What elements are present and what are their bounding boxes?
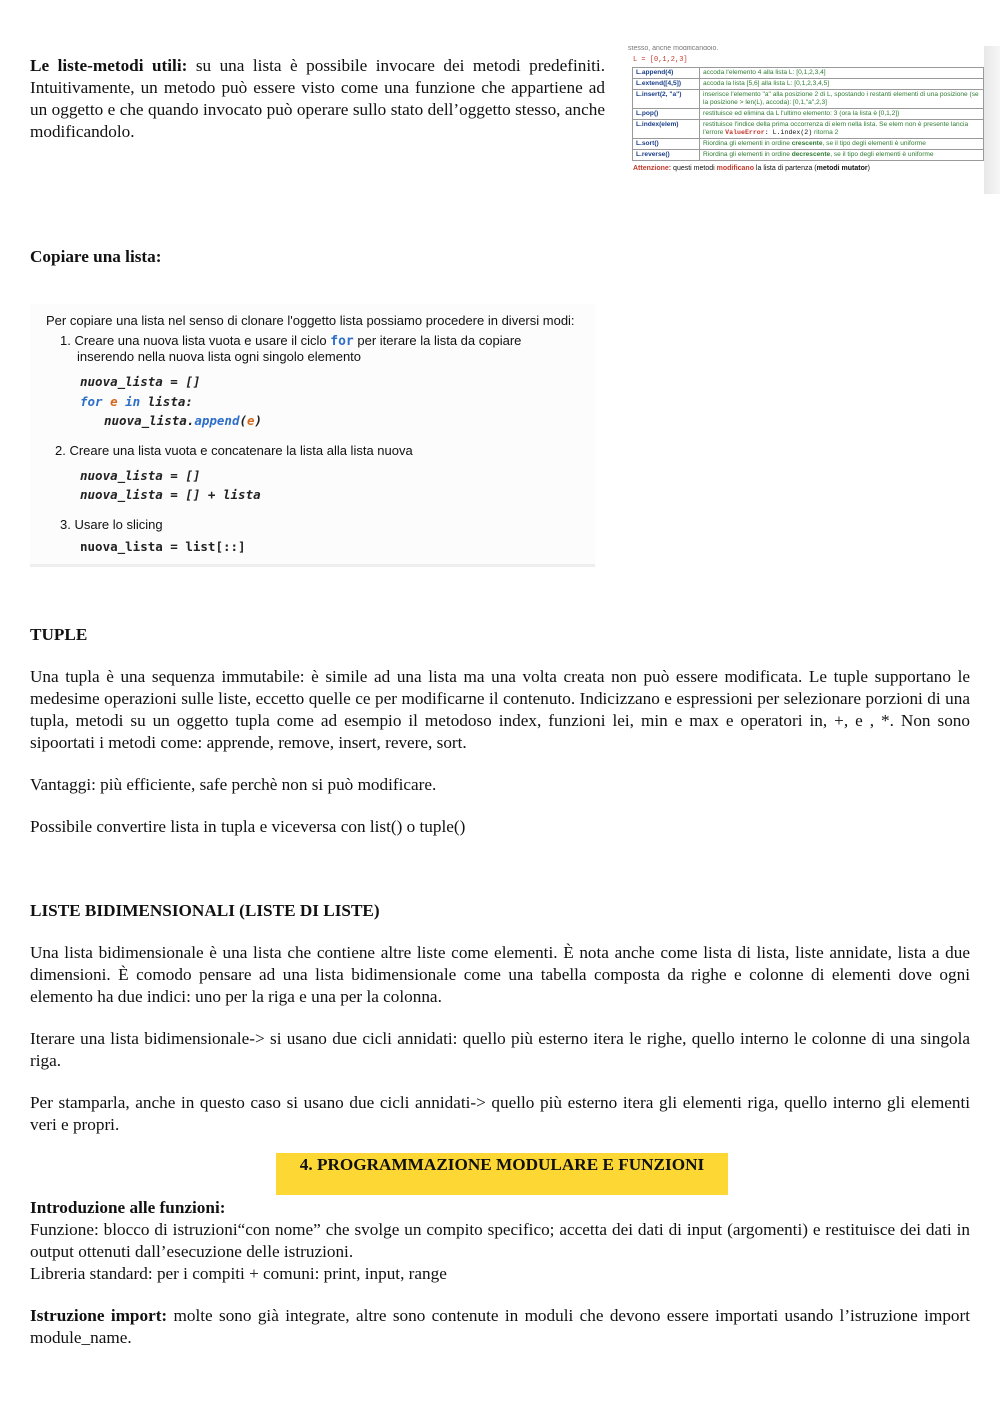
methods-cut-line: stesso, anche modificandolo. [628, 46, 719, 52]
intro-text: su una lista è possibile invocare dei metodi predefiniti. Intuitivamente, un metodo può essere visto come una funzione che appartiene ad un oggetto e che quando invocato può operare sullo stato dell’oggetto stesso, anche modificandolo. [30, 56, 605, 141]
table-row [633, 68, 984, 79]
methods-warning: Attenzione: questi metodi modificano la lista di partenza (metodi mutator) [633, 165, 870, 172]
intro-paragraph [30, 55, 605, 143]
bidim-paragraph-1: Una lista bidimensionale è una lista che contiene altre liste come elementi. È nota anche come lista di lista, liste annidate, lista a due dimensioni. È comodo pensare ad una lista bidimensionale come una tabella composta da righe e colonne di elementi dove ogni elemento ha due indici: uno per la riga e una per la colonna. [30, 943, 970, 1006]
code-line: nuova_lista = [] [80, 468, 201, 483]
table-row [633, 90, 984, 109]
method-desc: restituisce ed elimina da L l'ultimo elemento: 3 (ora la lista è [0,1,2]) [700, 109, 984, 120]
functions-heading: Introduzione alle funzioni: [30, 1198, 226, 1217]
table-row [633, 79, 984, 90]
import-paragraph [30, 1305, 970, 1349]
functions-paragraph-2: Libreria standard: per i compiti + comuni: print, input, range [30, 1264, 447, 1283]
tuple-paragraph-2: Vantaggi: più efficiente, safe perchè non si può modificare. [30, 775, 437, 794]
method-desc: Riordina gli elementi in ordine decrescente, se il tipo degli elementi è uniforme [700, 150, 984, 161]
code-line: nuova_lista = list[::] [80, 539, 246, 554]
code-line: nuova_lista.append(e) [104, 413, 263, 428]
table-row [633, 150, 984, 161]
method-desc: accoda la lista [5,6] alla lista L: [0,1,2,3,4,5] [700, 79, 984, 90]
copy-item-1-cont: inserendo nella nuova lista ogni singolo elemento [77, 349, 362, 364]
copy-item-3: 3. Usare lo slicing [60, 517, 163, 532]
method-name: L.append(4) [633, 68, 700, 79]
copy-heading: Copiare una lista: [30, 247, 162, 266]
bidim-paragraph-2: Iterare una lista bidimensionale-> si usano due cicli annidati: quello più esterno itera le righe, quello interno le colonne di una singola riga. [30, 1029, 970, 1070]
intro-bold: Le liste-metodi utili: [30, 56, 188, 75]
tuple-paragraph-1: Una tupla è una sequenza immutabile: è simile ad una lista ma una volta creata non può essere modificata. Le tuple supportano le medesime operazioni sulle liste, eccetto quelle ce per modificarne il contenuto. Indicizzano e espressioni per selezionare porzioni di una tupla, metodi su un oggetto tupla come ad esempio il metodoso index, funzioni lei, min e max e operatori in, +, e , *. Non sono sipoortati i metodi come: apprende, remove, insert, revere, sort. [30, 667, 970, 752]
method-desc: accoda l'elemento 4 alla lista L: [0,1,2,3,4] [700, 68, 984, 79]
method-name: L.sort() [633, 139, 700, 150]
table-row [633, 120, 984, 139]
methods-table-figure [628, 46, 984, 194]
method-desc: inserisce l'elemento "a" alla posizione 2 di L, spostando i restanti elementi di una posizione (se la posizione > len(L), accoda): [0,1,"a",2,3] [700, 90, 984, 109]
functions-paragraph-1: Funzione: blocco di istruzioni“con nome” che svolge un compito specifico; accetta dei dati di input (argomenti) e restituisce dei dati in output ottenuti dall’esecuzione delle istruzioni. [30, 1220, 970, 1261]
figure-edge-shadow [984, 46, 1000, 194]
chapter-title: 4. PROGRAMMAZIONE MODULARE E FUNZIONI [299, 1155, 705, 1174]
method-name: L.pop() [633, 109, 700, 120]
methods-table [632, 67, 984, 161]
tuple-paragraph-3: Possibile convertire lista in tupla e viceversa con list() o tuple() [30, 817, 466, 836]
method-desc: restituisce l'indice della prima occorrenza di elem nella lista. Se elem non è presente lancia l'errore ValueError: L.index(2) ritorna 2 [700, 120, 984, 139]
copy-title: Per copiare una lista nel senso di clonare l'oggetto lista possiamo procedere in diversi modi: [46, 313, 575, 328]
method-name: L.index(elem) [633, 120, 700, 139]
code-line: nuova_lista = [] [80, 374, 201, 389]
methods-list-code: L = [0,1,2,3] [633, 56, 688, 64]
code-line: for e in lista: [80, 394, 193, 409]
bidim-heading: LISTE BIDIMENSIONALI (LISTE DI LISTE) [30, 901, 380, 920]
copy-item-1: 1. Creare una nuova lista vuota e usare il ciclo for per iterare la lista da copiare [60, 333, 522, 349]
copy-item-2: 2. Creare una lista vuota e concatenare la lista alla lista nuova [55, 443, 413, 458]
code-line: nuova_lista = [] + lista [80, 487, 261, 502]
import-text: molte sono già integrate, altre sono contenute in moduli che devono essere importati usando l’istruzione import module_name. [30, 1306, 971, 1347]
table-row [633, 139, 984, 150]
method-desc: Riordina gli elementi in ordine crescente, se il tipo degli elementi è uniforme [700, 139, 984, 150]
tuple-heading: TUPLE [30, 625, 88, 644]
method-name: L.reverse() [633, 150, 700, 161]
copy-list-figure [30, 304, 595, 567]
method-name: L.insert(2, "a") [633, 90, 700, 109]
table-row [633, 109, 984, 120]
bidim-paragraph-3: Per stamparla, anche in questo caso si usano due cicli annidati-> quello più esterno itera gli elementi riga, quello interno gli elementi veri e propri. [30, 1093, 970, 1134]
method-name: L.extend([4,5]) [633, 79, 700, 90]
import-bold: Istruzione import: [30, 1306, 168, 1325]
